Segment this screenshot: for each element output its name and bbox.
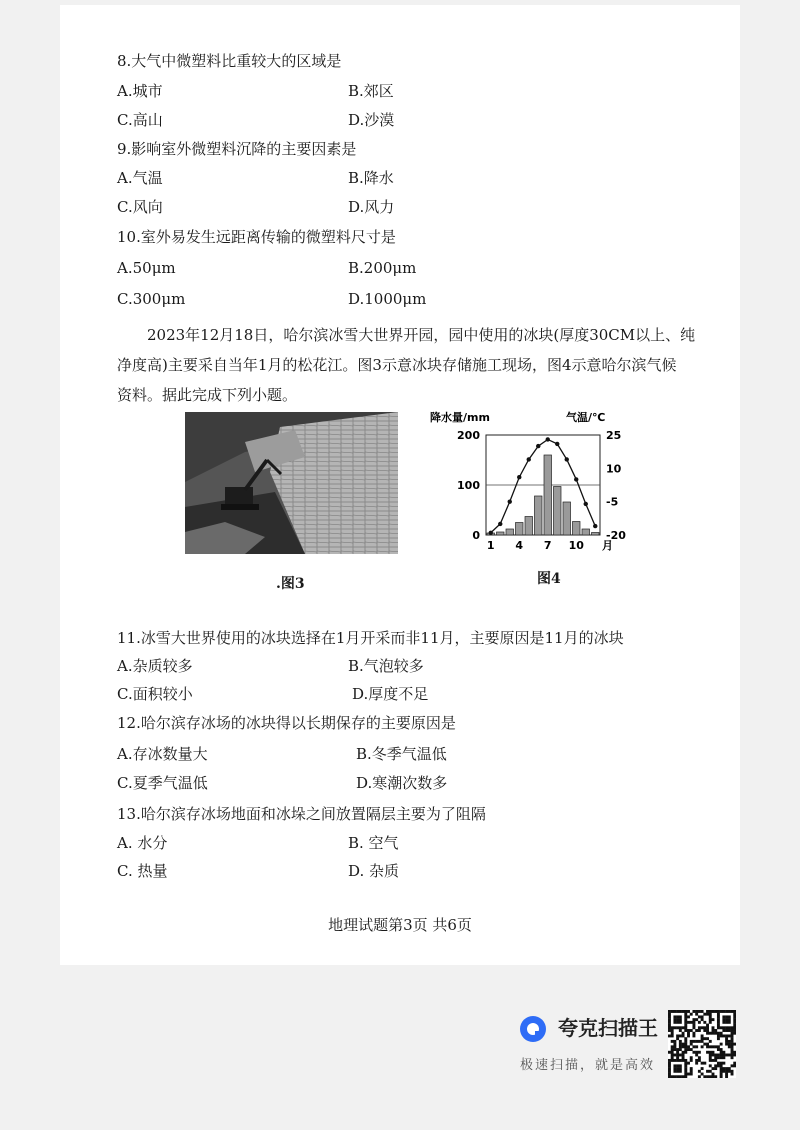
right-axis-label: 气温/℃ [566, 411, 606, 424]
passage-line-1: 2023年12月18日，哈尔滨冰雪大世界开园，园中使用的冰块(厚度30CM以上、纯 [147, 326, 696, 344]
question-11-option-d: D.厚度不足 [352, 685, 429, 703]
right-tick-label: -5 [606, 495, 619, 509]
precip-bar-month-9 [563, 502, 571, 535]
page-footer-title: 地理试题第3页 共6页 [328, 916, 472, 934]
question-13-option-d: D. 杂质 [348, 862, 400, 880]
temperature-point-month-1 [489, 531, 493, 535]
left-tick-label: 0 [472, 529, 480, 542]
precip-bar-month-4 [516, 523, 524, 536]
temperature-line [491, 439, 596, 532]
temperature-point-month-12 [593, 524, 597, 528]
figure-3-photo [185, 412, 398, 554]
question-9-stem: 9.影响室外微塑料沉降的主要因素是 [117, 140, 357, 158]
temperature-point-month-7 [546, 437, 550, 441]
temperature-point-month-10 [574, 477, 578, 481]
temperature-point-month-2 [498, 522, 502, 526]
precip-bar-month-11 [582, 529, 590, 535]
precip-bar-month-12 [592, 533, 600, 536]
figure-4-caption: 图4 [537, 571, 561, 587]
question-12-option-b: B.冬季气温低 [356, 745, 447, 763]
temperature-point-month-9 [565, 457, 569, 461]
question-11-stem: 11.冰雪大世界使用的冰块选择在1月开采而非11月，主要原因是11月的冰块 [117, 629, 624, 647]
question-11-option-b: B.气泡较多 [348, 657, 424, 675]
left-tick-label: 200 [457, 429, 480, 442]
question-9-option-b: B.降水 [348, 169, 394, 187]
question-8-option-a: A.城市 [117, 82, 163, 100]
question-12-option-d: D.寒潮次数多 [356, 774, 448, 792]
question-13-option-a: A. 水分 [117, 834, 168, 852]
question-8-stem: 8.大气中微塑料比重较大的区域是 [117, 52, 342, 70]
question-10-option-b: B.200μm [348, 259, 417, 277]
precip-bar-month-8 [554, 487, 562, 536]
temperature-point-month-4 [517, 475, 521, 479]
temperature-point-month-8 [555, 442, 559, 446]
passage [117, 320, 697, 410]
question-10-option-c: C.300μm [117, 290, 186, 308]
right-tick-label: 10 [606, 462, 622, 476]
precip-bar-month-5 [525, 517, 533, 536]
question-12-option-a: A.存冰数量大 [117, 745, 208, 763]
temperature-point-month-11 [584, 502, 588, 506]
passage-line-2: 净度高)主要采自当年1月的松花江。图3示意冰块存储施工现场，图4示意哈尔滨气候 [117, 356, 677, 374]
x-tick-label: 10 [568, 539, 584, 552]
question-9-option-d: D.风力 [348, 198, 395, 216]
temperature-point-month-6 [536, 444, 540, 448]
qr-code-icon [668, 1010, 736, 1078]
figure-3-caption: .图3 [276, 576, 305, 592]
question-10-option-d: D.1000μm [348, 290, 427, 308]
question-11-option-a: A.杂质较多 [117, 657, 193, 675]
precip-bar-month-2 [497, 532, 505, 535]
precip-bar-month-10 [573, 522, 581, 536]
temperature-point-month-5 [527, 457, 531, 461]
question-8-option-d: D.沙漠 [348, 111, 395, 129]
question-9-option-c: C.风向 [117, 198, 163, 216]
brand-logo-icon [518, 1014, 548, 1044]
figure-4-climate-chart [420, 405, 630, 565]
question-13-option-b: B. 空气 [348, 834, 399, 852]
question-12-stem: 12.哈尔滨存冰场的冰块得以长期保存的主要原因是 [117, 714, 456, 732]
question-12-option-c: C.夏季气温低 [117, 774, 208, 792]
x-axis-unit: 月 [602, 539, 613, 552]
x-tick-label: 4 [515, 539, 524, 552]
question-13-option-c: C. 热量 [117, 862, 168, 880]
precip-bar-month-3 [506, 529, 514, 535]
brand-name: 夸克扫描王 [558, 1018, 658, 1040]
temperature-point-month-3 [508, 499, 512, 503]
right-tick-label: -20 [606, 529, 626, 542]
question-10-stem: 10.室外易发生远距离传输的微塑料尺寸是 [117, 228, 396, 246]
question-10-option-a: A.50μm [117, 259, 176, 277]
left-axis-label: 降水量/mm [430, 411, 490, 424]
x-tick-label: 7 [543, 539, 552, 552]
left-tick-label: 100 [457, 479, 480, 492]
right-tick-label: 25 [606, 429, 622, 442]
question-9-option-a: A.气温 [117, 169, 163, 187]
question-11-option-c: C.面积较小 [117, 685, 193, 703]
question-13-stem: 13.哈尔滨存冰场地面和冰垛之间放置隔层主要为了阻隔 [117, 805, 486, 823]
x-tick-label: 1 [486, 539, 495, 552]
question-8-option-b: B.郊区 [348, 82, 394, 100]
precip-bar-month-6 [535, 496, 543, 535]
precip-bar-month-7 [544, 455, 552, 535]
question-8-option-c: C.高山 [117, 111, 163, 129]
brand-slogan: 极速扫描，就是高效 [520, 1057, 656, 1072]
passage-line-3: 资料。据此完成下列小题。 [117, 386, 298, 404]
